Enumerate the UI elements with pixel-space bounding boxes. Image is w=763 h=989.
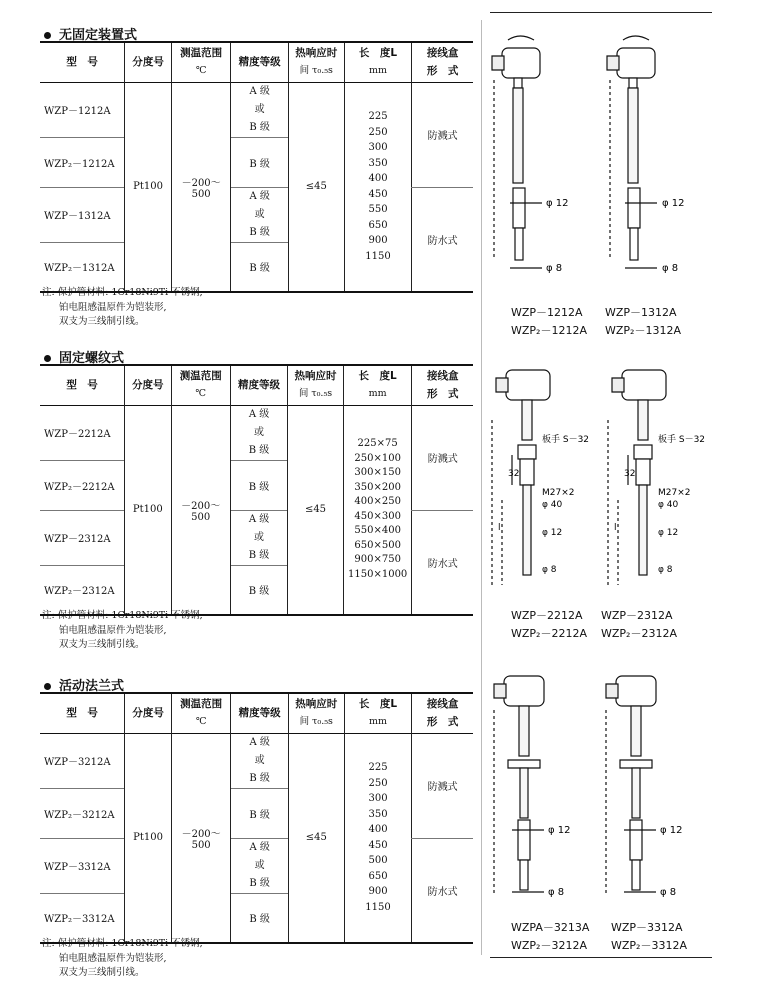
- dim-label: M27×2: [658, 488, 691, 498]
- range-cell: [171, 733, 231, 943]
- dim-label: φ 8: [546, 263, 563, 274]
- col-header-length: [344, 42, 412, 82]
- graduation-cell: Pt100: [125, 82, 171, 292]
- dim-label: 板手 S－32: [542, 435, 590, 445]
- model-cell: WZP－1312A: [44, 211, 111, 222]
- col-header-response: [288, 365, 344, 405]
- graduation-cell: Pt100: [125, 405, 171, 615]
- dim-label: φ 12: [658, 528, 679, 538]
- accuracy-a: A 级: [249, 841, 270, 853]
- accuracy-ab-cell: [230, 510, 287, 565]
- accuracy-b-cell: B 级: [230, 565, 287, 615]
- header-model-text: 型 号: [66, 707, 98, 720]
- range-line1: －200～: [181, 828, 221, 840]
- note-line: 双支为三线制引线。: [59, 639, 145, 650]
- note-line: 铂电阻感温原件为铠装形,: [59, 952, 167, 964]
- model-cell: WZP－1212A: [44, 106, 111, 117]
- length-value: 225: [368, 111, 388, 123]
- model-cell: WZP₂－1312A: [44, 263, 115, 275]
- length-value: 250: [368, 126, 388, 138]
- accuracy-ab-cell: [231, 733, 288, 788]
- header-response-text: 热响应时: [294, 370, 337, 383]
- accuracy-or: 或: [254, 426, 265, 438]
- header-length-unit: mm: [369, 65, 388, 77]
- diagram-label: WZP₂－3212A: [511, 939, 587, 952]
- model-cell: WZP₂－3312A: [44, 914, 115, 926]
- table-header-row: [40, 693, 473, 733]
- length-value: 400: [368, 824, 388, 836]
- accuracy-a: A 级: [248, 408, 270, 420]
- dim-label: φ 12: [546, 198, 569, 209]
- accuracy-or: 或: [254, 531, 265, 543]
- header-length-text: 长 度L: [358, 47, 398, 60]
- range-cell: [171, 405, 230, 615]
- notes: [42, 286, 203, 330]
- length-value: 450: [368, 188, 388, 200]
- length-value: 450×300: [354, 510, 401, 522]
- col-header-box: [412, 693, 473, 733]
- note-line: 铂电阻感温原件为铠装形,: [59, 624, 167, 636]
- length-value: 300×150: [354, 467, 401, 479]
- model-cell: WZP－3312A: [44, 862, 111, 873]
- top-rule: [490, 12, 712, 13]
- notes: [42, 937, 203, 981]
- length-value: 350: [368, 157, 388, 169]
- header-length-text: 长 度L: [358, 698, 398, 711]
- note-line: 注: 保护管材料: 1Cr18Ni9Ti 不锈钢,: [42, 938, 203, 949]
- dim-label: φ 8: [662, 263, 679, 274]
- spec-table: [40, 364, 473, 616]
- length-value: 350×200: [354, 481, 401, 493]
- header-graduation-text: 分度号: [132, 56, 164, 69]
- col-header-accuracy: [230, 365, 287, 405]
- header-box-text: 接线盒: [426, 698, 459, 711]
- length-value: 1150×1000: [348, 568, 408, 580]
- header-accuracy-text: 精度等级: [238, 56, 281, 69]
- dim-label: φ 12: [660, 825, 683, 836]
- header-length-text: 长 度L: [358, 370, 397, 383]
- col-header-response: [288, 693, 344, 733]
- range-line2: 500: [191, 839, 211, 851]
- diagram-label: WZP₂－2312A: [601, 627, 677, 640]
- bullet-icon: [44, 355, 51, 362]
- length-value: 1150: [365, 250, 391, 262]
- length-value: 900: [368, 886, 388, 898]
- section-title-text: 固定螺纹式: [59, 351, 125, 366]
- model-cell: WZP－2212A: [44, 429, 111, 440]
- length-value: 650: [368, 870, 388, 882]
- col-header-length: [344, 693, 412, 733]
- dim-label: 32: [624, 469, 636, 479]
- header-model-text: 型 号: [66, 379, 98, 392]
- dim-label: φ 8: [548, 887, 565, 898]
- accuracy-or: 或: [254, 103, 265, 115]
- length-value: 550: [368, 204, 388, 216]
- accuracy-b-cell: B 级: [231, 137, 288, 187]
- col-header-range: [171, 42, 231, 82]
- accuracy-a: A 级: [248, 513, 270, 525]
- box-type-cell: 防水式: [412, 510, 473, 615]
- length-value: 650×500: [354, 539, 401, 551]
- length-value: 250×100: [354, 452, 401, 464]
- header-box-sub: 形 式: [426, 388, 459, 401]
- range-line1: －200～: [181, 177, 221, 189]
- table-row: [40, 405, 473, 460]
- note-line: 双支为三线制引线。: [59, 967, 145, 978]
- bottom-rule: [490, 957, 712, 958]
- length-value: 225×75: [357, 438, 398, 450]
- dim-label: φ 12: [548, 825, 571, 836]
- accuracy-b: B 级: [249, 226, 270, 238]
- box-type-cell: 防水式: [412, 838, 473, 943]
- diagram-label: WZPA－3213A: [511, 921, 590, 934]
- length-value: 550×400: [354, 525, 401, 537]
- length-value: 300: [368, 793, 388, 805]
- header-response-sub: 间 τ₀.₅s: [299, 65, 333, 77]
- header-box-sub: 形 式: [426, 65, 459, 78]
- accuracy-b: B 级: [249, 877, 270, 889]
- dim-label: 32: [508, 469, 520, 479]
- dim-label: φ 12: [662, 198, 685, 209]
- diagram-label: WZP₂－3312A: [611, 939, 687, 952]
- accuracy-b-cell: B 级: [231, 788, 288, 838]
- header-range-text: 测温范围: [180, 698, 223, 711]
- note-line: 铂电阻感温原件为铠装形,: [59, 301, 167, 313]
- dim-label: φ 12: [542, 528, 563, 538]
- length-value: 650: [368, 219, 388, 231]
- length-cell: [343, 405, 412, 615]
- length-value: 900×750: [354, 554, 401, 566]
- accuracy-a: A 级: [249, 85, 270, 97]
- section-title-text: 无固定装置式: [59, 28, 138, 43]
- model-cell: WZP₂－2212A: [44, 481, 115, 493]
- accuracy-ab-cell: [230, 405, 287, 460]
- header-accuracy-text: 精度等级: [238, 707, 281, 720]
- range-line2: 500: [191, 511, 211, 523]
- accuracy-b: B 级: [249, 772, 270, 784]
- length-value: 225: [368, 762, 388, 774]
- accuracy-or: 或: [254, 208, 265, 220]
- probe-diagram-2: [482, 360, 742, 600]
- table-row: [40, 733, 473, 788]
- range-line2: 500: [191, 188, 211, 200]
- diagram-label: WZP₂－1212A: [511, 324, 587, 337]
- dim-label: M27×2: [542, 488, 575, 498]
- accuracy-or: 或: [254, 754, 265, 766]
- header-model-text: 型 号: [66, 56, 98, 69]
- length-cell: [344, 82, 412, 292]
- model-cell: WZP₂－2312A: [44, 586, 115, 598]
- header-length-unit: mm: [369, 716, 388, 728]
- table-header-row: [40, 365, 473, 405]
- dim-label: l: [498, 523, 501, 533]
- spec-table: [40, 41, 473, 293]
- note-line: 注: 保护管材料: 1Cr18Ni9Ti 不锈钢,: [42, 287, 203, 298]
- header-response-text: 热响应时: [295, 47, 338, 60]
- accuracy-a: A 级: [249, 736, 270, 748]
- col-header-model: [40, 693, 125, 733]
- note-line: 注: 保护管材料: 1Cr18Ni9Ti 不锈钢,: [42, 610, 203, 621]
- accuracy-a: A 级: [249, 190, 270, 202]
- probe-diagram-1: [482, 28, 722, 288]
- col-header-model: [40, 365, 125, 405]
- col-header-accuracy: [231, 693, 288, 733]
- table-row: [40, 82, 473, 137]
- response-cell: ≤45: [288, 82, 344, 292]
- model-cell: WZP－3212A: [44, 757, 111, 768]
- spec-table: [40, 692, 473, 944]
- length-value: 350: [368, 808, 388, 820]
- probe-diagram-3: [482, 660, 722, 910]
- diagram-label: WZP₂－2212A: [511, 627, 587, 640]
- length-cell: [344, 733, 412, 943]
- length-value: 1150: [365, 901, 391, 913]
- col-header-graduation: [125, 693, 171, 733]
- note-line: 双支为三线制引线。: [59, 316, 145, 327]
- box-type-cell: 防溅式: [412, 405, 473, 510]
- dim-label: φ 40: [658, 500, 679, 510]
- range-line1: －200～: [181, 500, 221, 512]
- range-cell: [171, 82, 231, 292]
- header-length-unit: mm: [368, 388, 387, 400]
- length-value: 450: [368, 839, 388, 851]
- length-value: 400: [368, 173, 388, 185]
- dim-label: φ 8: [660, 887, 677, 898]
- header-accuracy-text: 精度等级: [238, 379, 281, 392]
- dim-label: l: [614, 523, 617, 533]
- col-header-box: [412, 365, 473, 405]
- header-range-unit: ℃: [195, 716, 207, 728]
- accuracy-ab-cell: [231, 187, 288, 242]
- header-response-sub: 间 τ₀.₅s: [298, 388, 333, 400]
- length-value: 900: [368, 235, 388, 247]
- accuracy-b-cell: B 级: [231, 242, 288, 292]
- length-value: 500: [368, 855, 388, 867]
- header-graduation-text: 分度号: [132, 707, 164, 720]
- response-cell: ≤45: [288, 405, 344, 615]
- accuracy-b: B 级: [249, 121, 270, 133]
- col-header-model: [40, 42, 125, 82]
- model-cell: WZP－2312A: [44, 534, 111, 545]
- diagram-label: WZP－1212A: [511, 306, 583, 319]
- col-header-range: [171, 693, 231, 733]
- dim-label: φ 40: [542, 500, 563, 510]
- section-title-text: 活动法兰式: [59, 679, 125, 694]
- diagram-label: WZP－1312A: [605, 306, 677, 319]
- dim-label: 板手 S－32: [658, 435, 706, 445]
- col-header-graduation: [125, 365, 171, 405]
- accuracy-b-cell: B 级: [231, 893, 288, 943]
- diagram-label: WZP－2312A: [601, 609, 673, 622]
- accuracy-b-cell: B 级: [230, 460, 287, 510]
- box-type-cell: 防溅式: [412, 733, 473, 838]
- dim-label: φ 8: [542, 565, 557, 575]
- col-header-accuracy: [231, 42, 288, 82]
- model-cell: WZP₂－3212A: [44, 809, 115, 821]
- accuracy-b: B 级: [248, 444, 270, 456]
- header-response-text: 热响应时: [295, 698, 338, 711]
- col-header-response: [288, 42, 344, 82]
- dim-label: φ 8: [658, 565, 673, 575]
- diagram-label: WZP₂－1312A: [605, 324, 681, 337]
- model-cell: WZP₂－1212A: [44, 158, 115, 170]
- header-range-text: 测温范围: [180, 47, 223, 60]
- accuracy-or: 或: [254, 859, 265, 871]
- accuracy-ab-cell: [231, 838, 288, 893]
- response-cell: ≤45: [288, 733, 344, 943]
- graduation-cell: Pt100: [125, 733, 171, 943]
- header-box-text: 接线盒: [426, 47, 459, 60]
- length-value: 250: [368, 777, 388, 789]
- box-type-cell: 防水式: [412, 187, 473, 292]
- col-header-length: [343, 365, 412, 405]
- bullet-icon: [44, 32, 51, 39]
- notes: [42, 609, 203, 653]
- accuracy-b: B 级: [248, 549, 270, 561]
- header-graduation-text: 分度号: [132, 379, 164, 392]
- length-value: 300: [368, 142, 388, 154]
- col-header-graduation: [125, 42, 171, 82]
- table-header-row: [40, 42, 473, 82]
- col-header-range: [171, 365, 230, 405]
- header-range-unit: ℃: [195, 65, 207, 77]
- box-type-cell: 防溅式: [412, 82, 473, 187]
- accuracy-ab-cell: [231, 82, 288, 137]
- header-response-sub: 间 τ₀.₅s: [299, 716, 333, 728]
- bullet-icon: [44, 683, 51, 690]
- col-header-box: [412, 42, 473, 82]
- length-value: 400×250: [354, 496, 401, 508]
- header-range-unit: ℃: [195, 388, 207, 400]
- header-box-sub: 形 式: [426, 716, 459, 729]
- diagram-label: WZP－3312A: [611, 921, 683, 934]
- diagram-label: WZP－2212A: [511, 609, 583, 622]
- header-box-text: 接线盒: [426, 370, 459, 383]
- header-range-text: 测温范围: [179, 370, 222, 383]
